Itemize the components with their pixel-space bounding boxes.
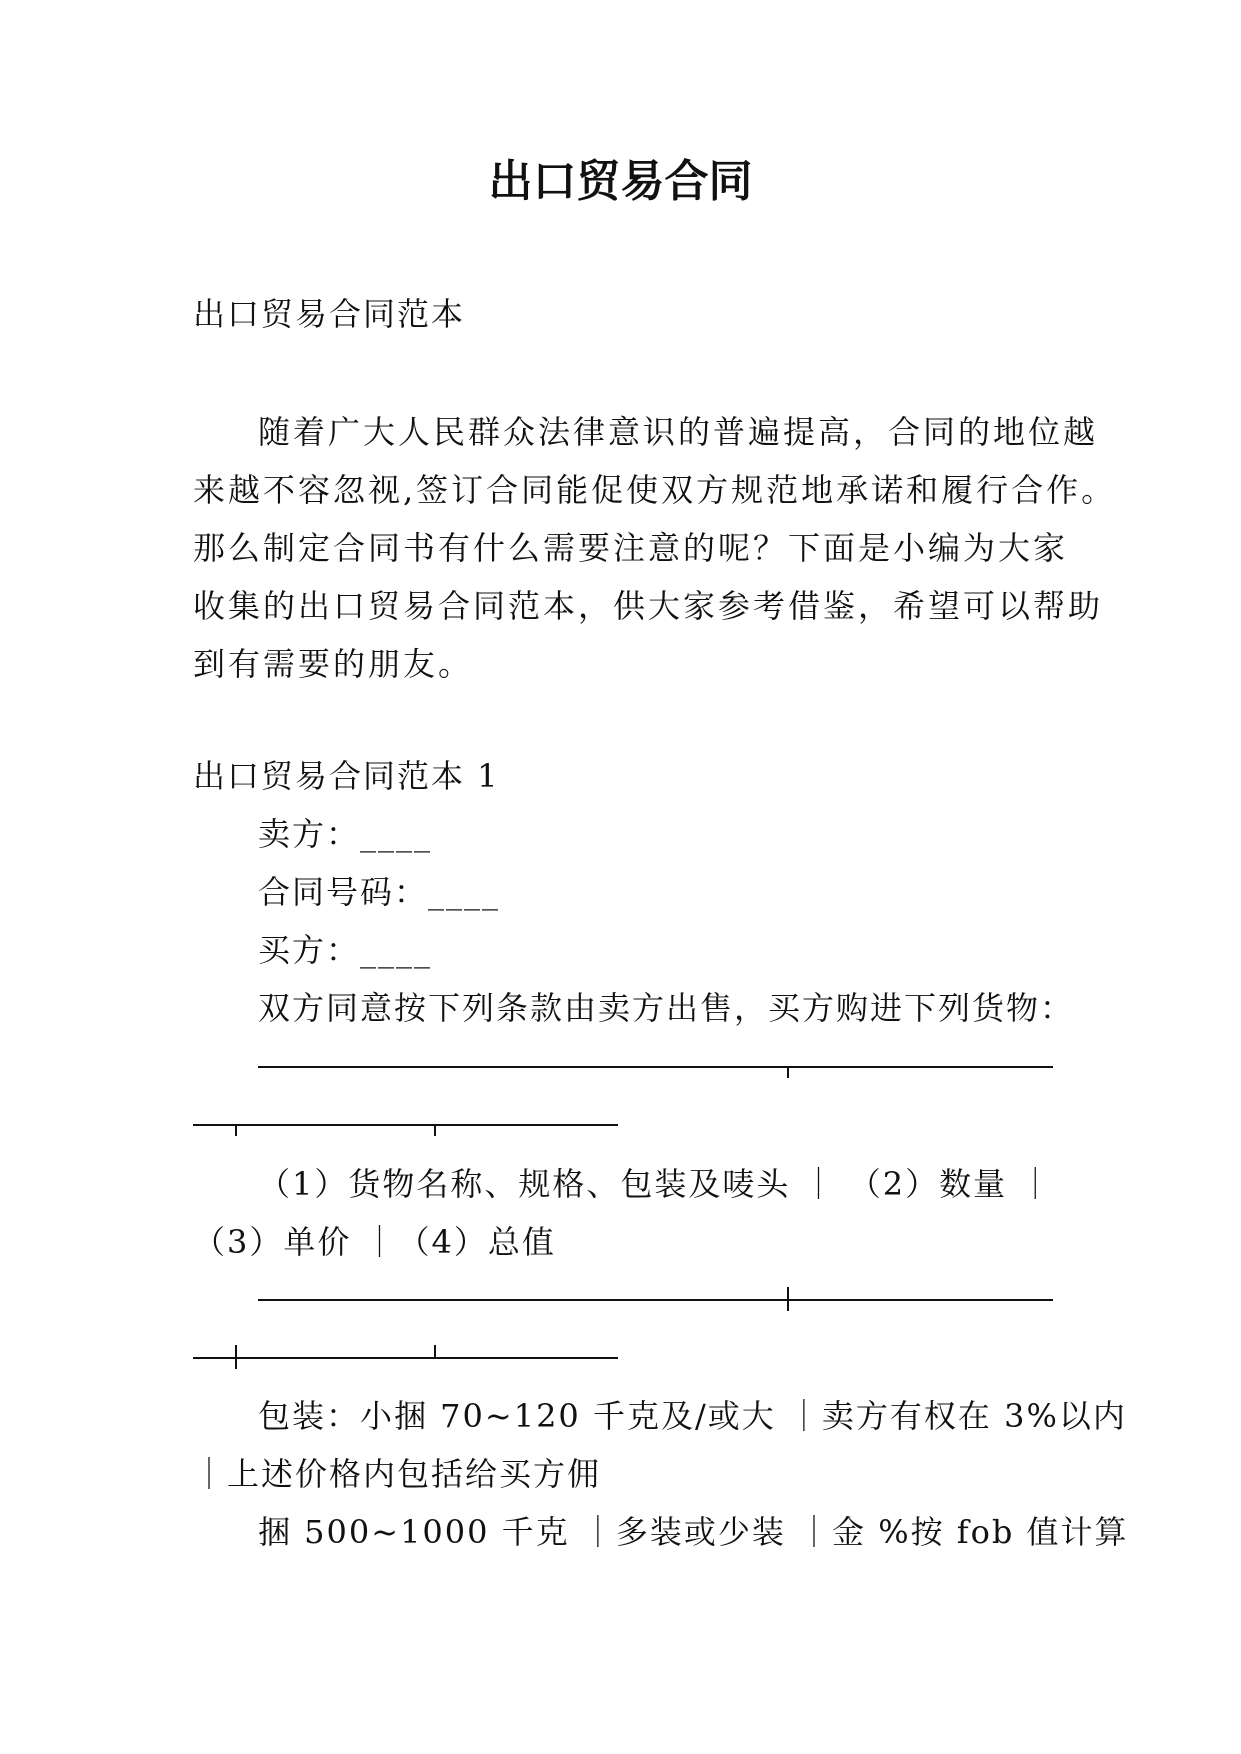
table-header-line: （1）货物名称、规格、包装及唛头 ｜ （2）数量 ｜ [258, 1165, 1054, 1203]
intro-line: 来越不容忽视,签订合同能促使双方规范地承诺和履行合作。 [193, 471, 1117, 509]
table-rule-tick [235, 1124, 237, 1136]
document-title: 出口贸易合同 [488, 156, 753, 207]
intro-paragraph [193, 403, 1117, 693]
table-rule-tick [787, 1287, 789, 1311]
table-rule-middle-continued [193, 1357, 618, 1359]
table-header-line: （3）单价 ｜（4）总值 [193, 1223, 556, 1261]
intro-line: 收集的出口贸易合同范本，供大家参考借鉴，希望可以帮助 [193, 587, 1104, 625]
table-rule-top [258, 1066, 1053, 1068]
intro-line: 到有需要的朋友。 [193, 645, 474, 683]
packing-line: 包装：小捆 70~120 千克及/或大 ｜卖方有权在 3%以内 [258, 1397, 1127, 1435]
table-rule-tick [434, 1124, 436, 1136]
table-rule-middle [258, 1299, 1053, 1301]
sample-heading: 出口贸易合同范本 1 [193, 757, 500, 795]
packing-line: 捆 500~1000 千克 ｜多装或少装 ｜金 %按 fob 值计算 [258, 1513, 1129, 1551]
buyer-field: 买方：____ [258, 931, 433, 969]
table-rule-top-continued [193, 1124, 618, 1126]
table-rule-tick [235, 1345, 237, 1369]
intro-line: 那么制定合同书有什么需要注意的呢？下面是小编为大家 [193, 529, 1069, 567]
agreement-text: 双方同意按下列条款由卖方出售，买方购进下列货物： [258, 989, 1075, 1027]
table-rule-tick [434, 1345, 436, 1357]
packing-line: ｜上述价格内包括给买方佣 [193, 1455, 602, 1493]
table-rule-tick [787, 1066, 789, 1078]
document-subtitle: 出口贸易合同范本 [193, 295, 466, 333]
seller-field: 卖方：____ [258, 815, 433, 853]
intro-line: 随着广大人民群众法律意识的普遍提高，合同的地位越 [258, 413, 1099, 451]
contract-number-field: 合同号码：____ [258, 873, 501, 911]
